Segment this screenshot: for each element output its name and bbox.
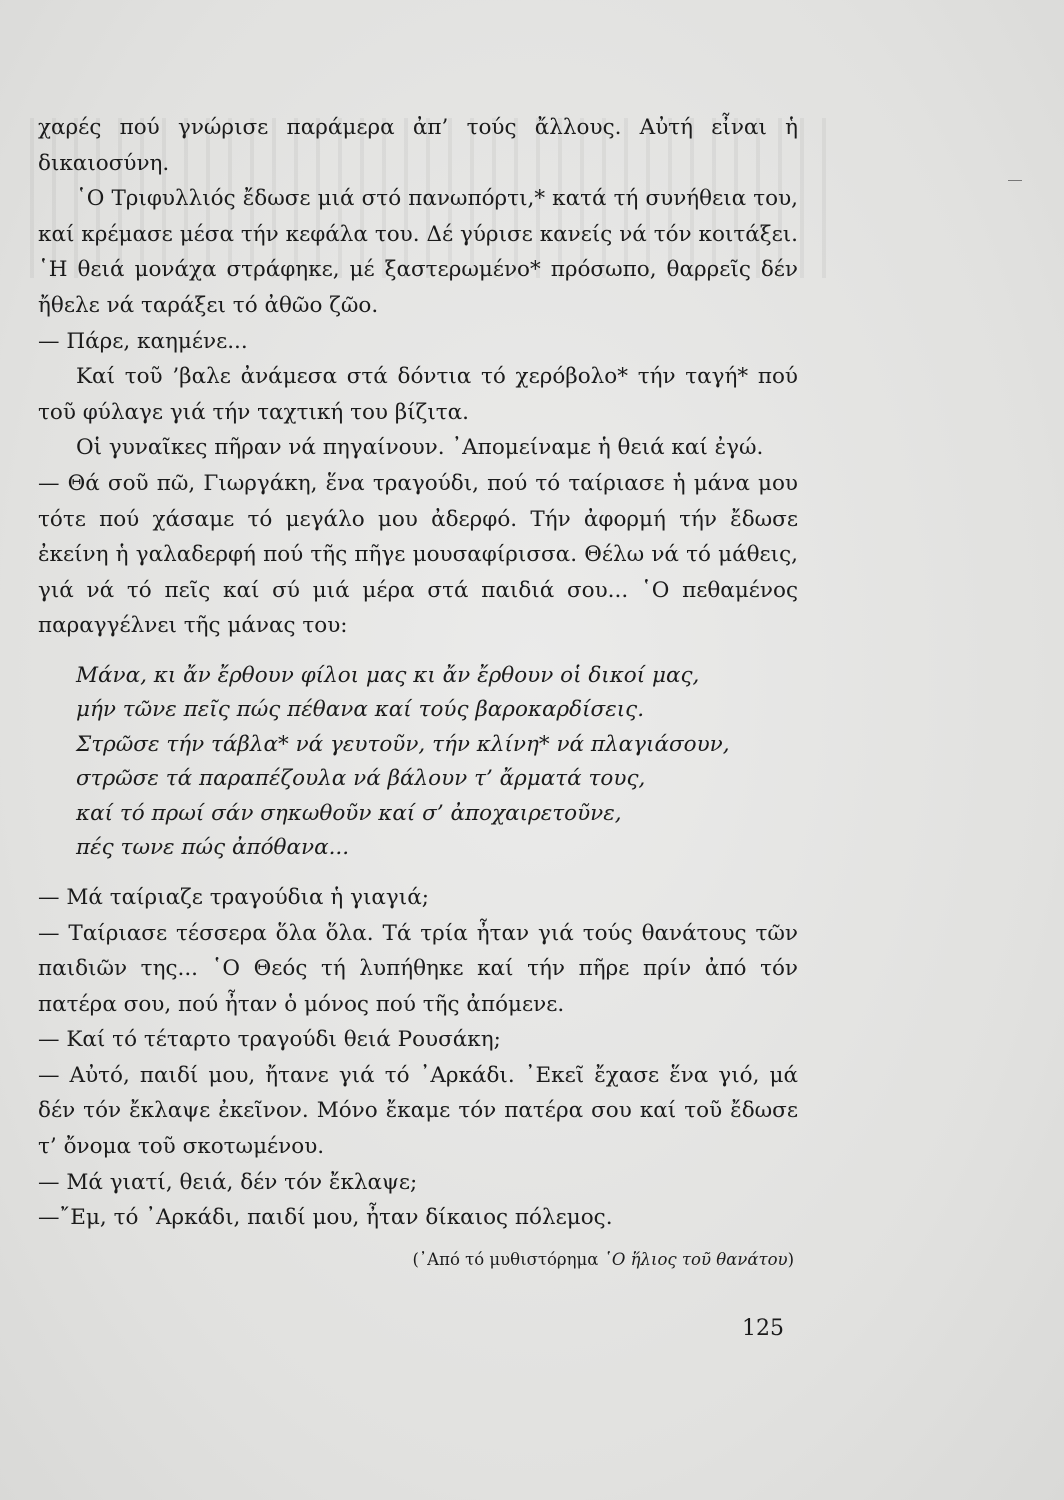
dialogue-line: — Μά ταίριαζε τραγούδια ἡ γιαγιά;	[38, 884, 429, 910]
dialogue-line: — Πάρε, καημένε...	[38, 328, 248, 354]
dialogue-line: —῎Εμ, τό ᾿Αρκάδι, παιδί μου, ἦταν δίκαιος πόλεμος.	[38, 1205, 613, 1231]
poem-line: καί τό πρωί σάν σηκωθοῦν καί σ’ ἀποχαιρετοῦνε,	[76, 800, 622, 826]
paragraph: ῾Ο Τριφυλλιός ἔδωσε μιά στό πανωπόρτι,* κατά τή συνήθεια του, καί κρέμασε μέσα τήν κεφάλα του. Δέ γύρισε κανείς νά τόν κοιτάξει. ῾Η θειά μονάχα στράφηκε, μέ ξαστερωμένο* πρόσωπο, θαρρεῖς δέν ἤθελε νά ταράξει τό ἀθῶο ζῶο.	[38, 186, 798, 318]
source-citation	[413, 1250, 795, 1269]
poem-line: στρῶσε τά παραπέζουλα νά βάλουν τ’ ἄρματά τους,	[76, 766, 646, 792]
dialogue-line: — Ταίριασε τέσσερα ὅλα ὅλα. Τά τρία ἦταν γιά τούς θανάτους τῶν παιδιῶν της... ῾Ο Θεός τή λυπήθηκε καί τήν πῆρε πρίν ἀπό τόν πατέρα σου, πού ἦταν ὁ μόνος πού τῆς ἀπόμενε.	[38, 920, 798, 1017]
dialogue-line: — Αὐτό, παιδί μου, ἤτανε γιά τό ᾿Αρκάδι. ᾿Εκεῖ ἔχασε ἕνα γιό, μά δέν τόν ἔκλαψε ἐκεῖνον. Μόνο ἔκαμε τόν πατέρα σου καί τοῦ ἔδωσε τ’ ὄνομα τοῦ σκοτωμένου.	[38, 1062, 798, 1160]
source-title: ῾Ο ἥλιος τοῦ θανάτου	[603, 1250, 788, 1269]
page-number: 125	[742, 1316, 784, 1341]
source-prefix: (᾿Από τό μυθιστόρημα	[412, 1250, 604, 1269]
source-suffix: )	[787, 1250, 794, 1269]
poem-line: πές τωνε πώς ἀπόθανα...	[76, 835, 350, 861]
paragraph: Οἱ γυναῖκες πῆραν νά πηγαίνουν. ᾿Απομείναμε ἡ θειά καί ἐγώ.	[76, 435, 764, 461]
paragraph: Καί τοῦ ’βαλε ἀνάμεσα στά δόντια τό χερόβολο* τήν ταγή* πού τοῦ φύλαγε γιά τήν ταχτική του βίζιτα.	[38, 364, 798, 425]
dialogue-line: — Θά σοῦ πῶ, Γιωργάκη, ἕνα τραγούδι, πού τό ταίριασε ἡ μάνα μου τότε πού χάσαμε τό μεγάλο μου ἀδερφό. Τήν ἀφορμή τήν ἔδωσε ἐκείνη ἡ γαλαδερφή πού τῆς πῆγε μουσαφίρισσα. Θέλω νά τό μάθεις, γιά νά τό πεῖς καί σύ μιά μέρα στά παιδιά σου... ῾Ο πεθαμένος παραγγέλνει τῆς μάνας του:	[38, 470, 798, 639]
poem-line: μήν τῶνε πεῖς πώς πέθανα καί τούς βαροκαρδίσεις.	[76, 697, 645, 723]
margin-mark	[1008, 180, 1022, 181]
poem-line: Μάνα, κι ἄν ἔρθουν φίλοι μας κι ἄν ἔρθουν οἱ δικοί μας,	[76, 662, 700, 688]
main-text	[38, 110, 798, 1236]
dialogue-line: — Καί τό τέταρτο τραγούδι θειά Ρουσάκη;	[38, 1027, 501, 1053]
paragraph: χαρές πού γνώρισε παράμερα ἀπ’ τούς ἄλλους. Αὐτή εἶναι ἡ δικαιοσύνη.	[38, 115, 798, 176]
poem-line: Στρῶσε τήν τάβλα* νά γευτοῦν, τήν κλίνη* νά πλαγιάσουν,	[76, 731, 730, 757]
dialogue-line: — Μά γιατί, θειά, δέν τόν ἔκλαψε;	[38, 1169, 418, 1195]
poem	[76, 659, 798, 866]
